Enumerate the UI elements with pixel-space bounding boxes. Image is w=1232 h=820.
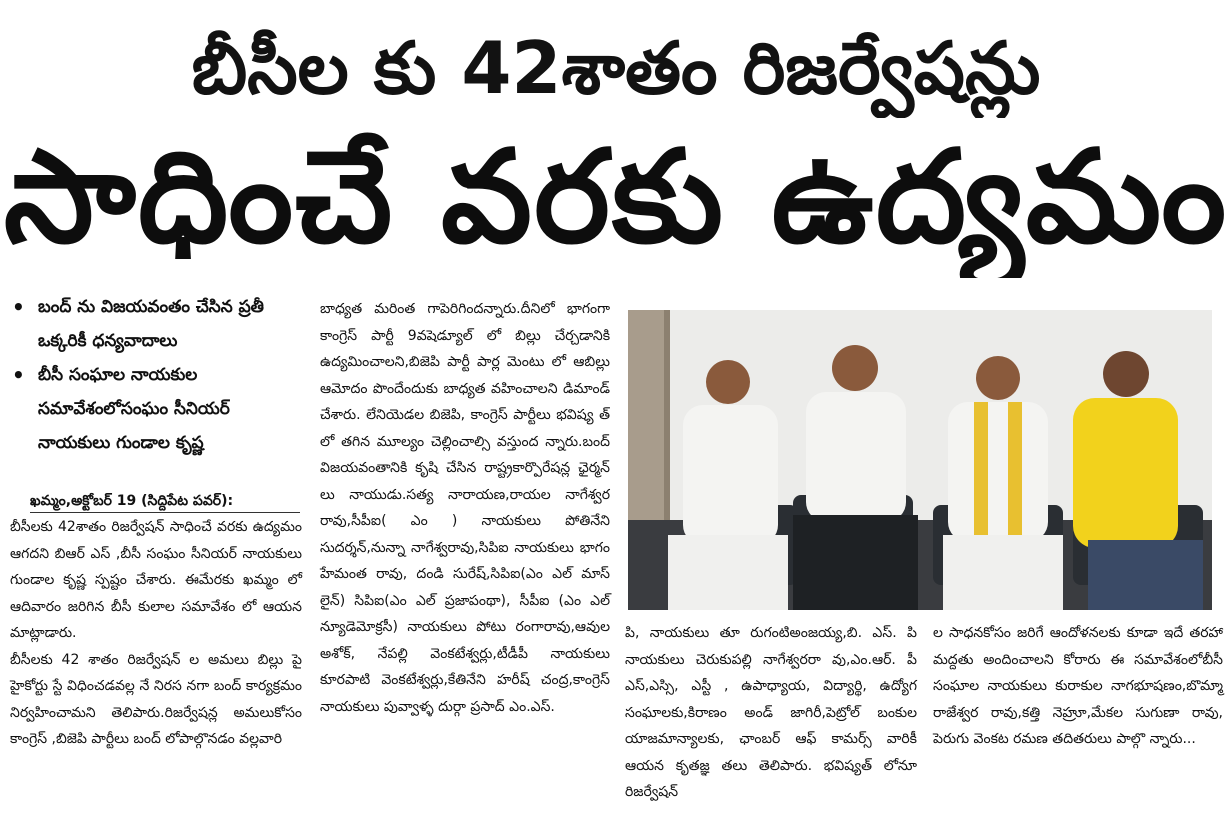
article-column-3 bbox=[625, 620, 917, 806]
article-paragraph: పి, నాయకులు తూ రుగంటిఅంజయ్య,బి. ఎస్. పి నాయకులు చెరుకుపల్లి నాగేశ్వరరా వు,ఎం.ఆర్. పీ ఎస్,ఎస్సి, ఎస్టీ , ఉపాధ్యాయ, విద్యార్థి, ఉద్యోగ సంఘాలకు,కిరాణం అండ్ జాగిరీ,పెట్రోల్ బంకుల యాజమాన్యాలకు, ఛాంబర్ ఆఫ్ కామర్స్ వారికీ ఆయన కృతజ్ఞ తలు తెలిపారు. భవిష్యత్ లోనూ రిజర్వేషన్ bbox=[625, 625, 917, 800]
group-photo-illustration bbox=[628, 310, 1212, 610]
headline-line1: బీసీల కు 42శాతం రిజర్వేషన్లు bbox=[191, 26, 1041, 110]
news-photo bbox=[628, 310, 1212, 610]
highlight-text: బంద్ ను విజయవంతం చేసిన ప్రతీ ఒక్కరికీ ధన్యవాదాలు bbox=[38, 297, 264, 351]
person-1-head bbox=[706, 360, 750, 404]
person-4-body bbox=[1073, 398, 1178, 548]
article-paragraph: బాధ్యత మరింత గాపెరిగిందన్నారు.దీనిలో భాగంగా కాంగ్రెస్ పార్టీ 9వషెడ్యూల్ లో బిల్లు చేర్చడానికి ఉద్యమించాలని,బిజెపి పార్టీ పార్ల మెంటు లో ఆబిల్లు ఆమోదం పొందేందుకు బాధ్యత వహించాలని డిమాండ్ చేశారు. లేనియెడల బిజెపి, కాంగ్రెస్ పార్టీలు భవిష్య త్ లో తగిన మూల్యం చెల్లించాల్సి వస్తుంద న్నారు.బంద్ విజయవంతానికి కృషి చేసిన రాష్ట్రకార్పొరేషన్ల ఛైర్మన్ లు నాయుడు.సత్య నారాయణ,రాయల నాగేశ్వర రావు,సీపీఐ( ఎం ) నాయకులు పోతినేని సుదర్శన్,నున్నా నాగేశ్వరావు,సిపిఐ నాయకులు భాగం హేమంత రావు, దండి సురేష్,సిపిఐ(ఎం ఎల్ మాస్ లైన్) సిపిఐ(ఎం ఎల్ ప్రజాపంథా), సీపీఐ (ఎం ఎల్ న్యూడెమోక్రసీ) నాయకులు పోటు రంగారావు,ఆవుల అశోక్, నేపల్లి వెంకటేశ్వర్లు,టీడీపీ నాయకులు కూరపాటి వెంకటేశ్వర్లు,కేతినేని హరీష్ చంద్ర,కాంగ్రెస్ నాయకులు పువ్వాళ్ళ దుర్గా ప్రసాద్ ఎం.ఎస్. bbox=[320, 301, 610, 715]
person-4-head bbox=[1103, 351, 1149, 397]
highlight-item bbox=[12, 290, 302, 358]
headline-line2: సాధించే వరకు ఉద్యమం bbox=[3, 123, 1229, 272]
person-2-head bbox=[832, 345, 878, 391]
article-column-2 bbox=[320, 296, 610, 720]
article-paragraph: ల సాధనకోసం జరిగే ఆందోళనలకు కూడా ఇదే తరహా మద్దతు అందించాలని కోరారు ఈ సమావేశంలోబీసీ సంఘాల నాయకులు కురాకుల నాగభూషణం,బొమ్మా రాజేశ్వర రావు,కత్తి నెహ్రూ,మేకల సుగుణా రావు, పెరుగు వెంకట రమణ తదితరులు పాల్గొ న్నారు... bbox=[933, 625, 1223, 747]
article-column-1 bbox=[10, 514, 302, 753]
highlights-list bbox=[12, 290, 302, 460]
highlight-text: బీసీ సంఘాల నాయకుల సమావేశంలోసంఘం సీనియర్ నాయకులు గుండాల కృష్ణ bbox=[38, 365, 230, 453]
person-1-body bbox=[683, 405, 778, 545]
article-paragraph: బీసీలకు 42శాతం రిజర్వేషన్ సాధించే వరకు ఉద్యమం ఆగదని బిఆర్ ఎస్ ,బీసీ సంఘం సీనియర్ నాయకులు గుండాల కృష్ణ స్పష్టం చేశారు. ఈమేరకు ఖమ్మం లో ఆదివారం జరిగిన బీసీ కులాల సమావేశం లో ఆయన మాట్లాడారు. bbox=[10, 519, 302, 641]
article-paragraph: బీసీలకు 42 శాతం రిజర్వేషన్ ల అమలు బిల్లు పై హైకోర్టు స్టే విధించడవల్ల నే నిరస నగా బంద్ కార్యక్రమం నిర్వహించామని తెలిపారు.రిజర్వేషన్ల అమలుకోసం కాంగ్రెస్ ,బిజెపి పార్టీలు బంద్ లోపాల్గొనడం వల్లవారి bbox=[10, 651, 302, 747]
article-column-4 bbox=[933, 620, 1223, 753]
highlight-item bbox=[12, 358, 302, 460]
bullet-icon: • bbox=[12, 295, 25, 319]
person-3-head bbox=[976, 356, 1020, 400]
dateline: ఖమ్మం,అక్టోబర్ 19 (సిద్దిపేట పవర్): bbox=[30, 490, 300, 513]
bullet-icon: • bbox=[12, 363, 25, 387]
person-3-body bbox=[948, 402, 1048, 542]
person-2-body bbox=[806, 392, 906, 522]
